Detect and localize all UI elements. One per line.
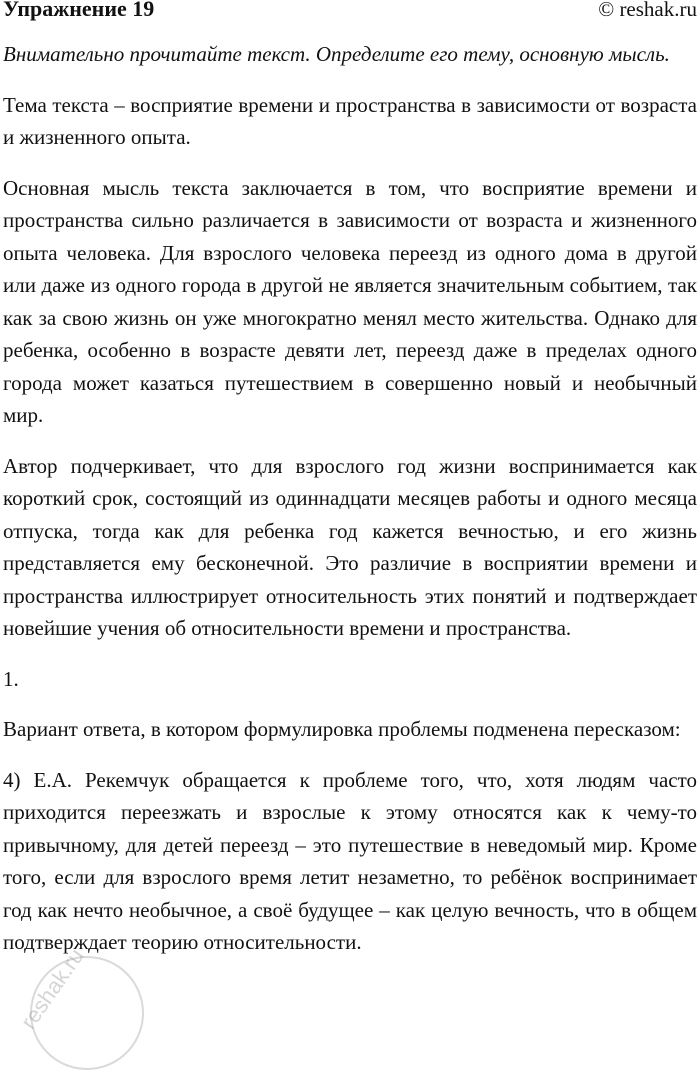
item-number: 1. bbox=[3, 666, 19, 691]
paragraph-answer: 4) Е.А. Рекемчук обращается к проблеме того, что, хотя людям часто приходится переезжать и взрослые к этому относятся как к чему-то привычному, для детей переезд – это путешествие в неведомый мир. Кроме того, если для взрослого время летит незаметно, то ребёнок воспринимает год как нечто необычное, а своё будущее – как целую вечность, что в общем подтверждает теорию относительности. bbox=[3, 767, 697, 954]
paragraph-answer-intro: Вариант ответа, в котором формулировка проблемы подменена пересказом: bbox=[3, 717, 681, 741]
copyright: © reshak.ru bbox=[598, 0, 697, 21]
task-instruction: Внимательно прочитайте текст. Определите его тему, основную мысль. bbox=[3, 42, 670, 66]
paragraph-author: Автор подчеркивает, что для взрослого год жизни воспринимается как короткий срок, состоящий из одиннадцати месяцев работы и одного месяца отпуска, тогда как для ребенка год кажется вечностью, и его жизнь представляется ему бесконечной. Это различие в восприятии времени и пространства иллюстрирует относительность этих понятий и подтверждает новейшие учения об относительности времени и пространства. bbox=[3, 453, 697, 640]
paragraph-main-idea: Основная мысль текста заключается в том, что восприятие времени и пространства сильно различается в зависимости от возраста и жизненного опыта человека. Для взрослого человека переезд из одного дома в другой или даже из одного города в другой не является значительным событием, так как за свою жизнь он уже многократно менял место жительства. Однако для ребенка, особенно в возрасте девяти лет, переезд даже в пределах одного города может казаться путешествием в совершенно новый и необычный мир. bbox=[3, 175, 697, 427]
header bbox=[3, 0, 697, 22]
watermark: reshak.ru bbox=[8, 934, 167, 1092]
exercise-title: Упражнение 19 bbox=[3, 0, 155, 21]
paragraph-theme: Тема текста – восприятие времени и пространства в зависимости от возраста и жизненного опыта. bbox=[3, 92, 697, 149]
